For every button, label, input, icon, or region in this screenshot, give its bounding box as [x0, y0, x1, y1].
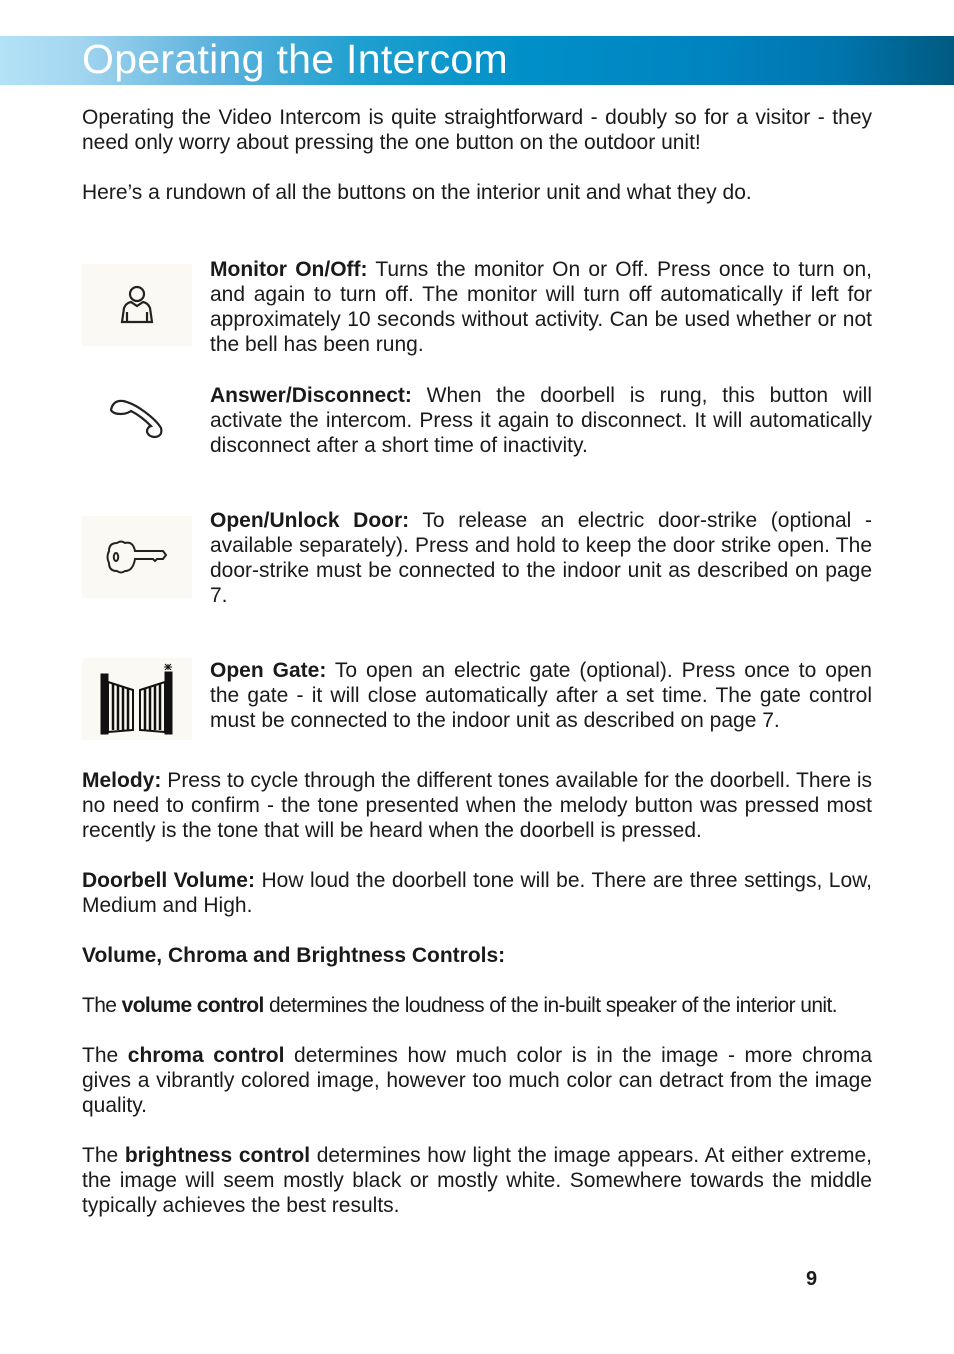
- button-text: When the doorbell is rung, this button will activate the intercom. Press it again to disconnect. It will automatically disconnect after a short time of inactivity.: [210, 384, 872, 457]
- page-title: Operating the Intercom: [82, 36, 508, 82]
- intro-text: Operating the Video Intercom is quite straightforward - doubly so for a visitor - they need only worry about pressing the one button on the outdoor unit!: [82, 106, 872, 154]
- volume-text: How loud the doorbell tone will be. There are three settings, Low, Medium and High.: [82, 869, 872, 917]
- text: The: [82, 994, 122, 1017]
- button-title: Answer/Disconnect:: [210, 384, 412, 407]
- key-icon: [82, 516, 192, 598]
- page-number: 9: [806, 1268, 818, 1290]
- intro-text: Here’s a rundown of all the buttons on the interior unit and what they do.: [82, 181, 752, 204]
- intro-paragraph-1: [82, 105, 872, 155]
- button-title: Open/Unlock Door:: [210, 509, 410, 532]
- button-title: Open Gate:: [210, 659, 327, 682]
- bold-term: brightness control: [124, 1144, 311, 1167]
- volume-title: Doorbell Volume:: [82, 869, 255, 892]
- button-title: Monitor On/Off:: [210, 258, 368, 281]
- button-text: Turns the monitor On or Off. Press once to turn on, and again to turn off. The monitor will turn off automatically if left for approximately 10 seconds without activity. Can be used whether or not the bell has been rung.: [210, 258, 872, 356]
- melody-paragraph: [82, 768, 872, 843]
- volume-control-paragraph: [82, 993, 872, 1018]
- bold-term: chroma control: [127, 1044, 285, 1067]
- header-banner: [0, 36, 954, 85]
- melody-title: Melody:: [82, 769, 162, 792]
- intro-paragraph-2: [82, 180, 872, 205]
- chroma-control-paragraph: [82, 1043, 872, 1118]
- phone-handset-icon: [82, 377, 192, 459]
- controls-heading: [82, 943, 872, 968]
- volume-paragraph: [82, 868, 872, 918]
- brightness-control-paragraph: [82, 1143, 872, 1218]
- button-text: To open an electric gate (optional). Press once to open the gate - it will close automatically after a set time. The gate control must be connected to the indoor unit as described on page 7.: [210, 659, 872, 732]
- monitor-person-icon: [82, 264, 192, 346]
- melody-text: Press to cycle through the different tones available for the doorbell. There is no need to confirm - the tone presented when the melody button was pressed most recently is the tone that will be heard when the doorbell is pressed.: [82, 769, 872, 842]
- gate-icon: [82, 658, 192, 740]
- button-text: To release an electric door-strike (optional - available separately). Press and hold to keep the door strike open. The door-strike must be connected to the indoor unit as described on page 7.: [210, 509, 872, 607]
- text: The: [82, 1144, 125, 1167]
- bold-term: volume control: [121, 994, 264, 1017]
- controls-heading-text: Volume, Chroma and Brightness Controls:: [82, 944, 506, 967]
- text: determines the loudness of the in-built speaker of the interior unit.: [263, 994, 837, 1017]
- text: The: [82, 1044, 128, 1067]
- text: determines how light the image appears. At either extreme, the image will seem mostly black or mostly white. Somewhere towards the middle typically achieves the best results.: [82, 1144, 872, 1217]
- text: determines how much color is in the image - more chroma gives a vibrantly colored image, however too much color can detract from the image quality.: [82, 1044, 873, 1117]
